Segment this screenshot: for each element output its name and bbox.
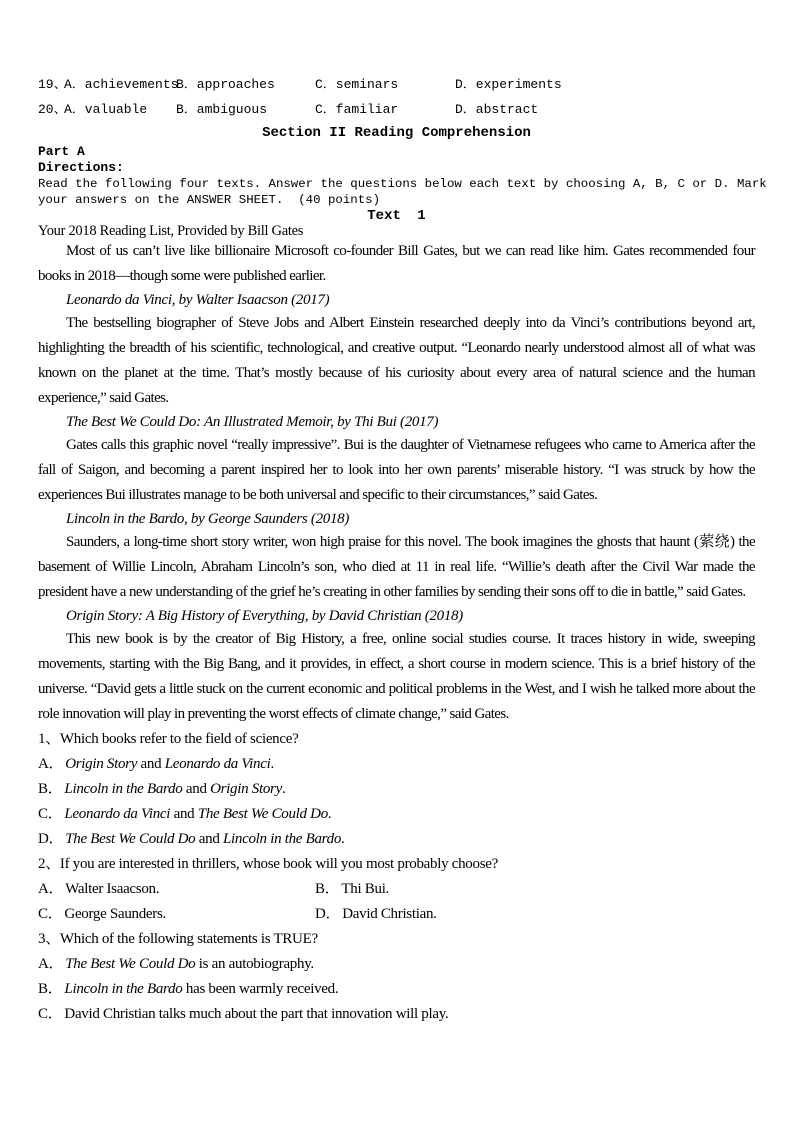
text-1-heading: Text 1 [367, 208, 426, 224]
question-number: 19、 [38, 77, 67, 92]
question-3-stem [38, 927, 755, 952]
option-label: C． [38, 1006, 63, 1022]
question-text: If you are interested in thrillers, whose book will you most probably choose? [59, 856, 498, 872]
option-label: B． [38, 981, 63, 997]
option-c: C．seminars [315, 77, 399, 92]
question-number: 3、 [38, 931, 60, 947]
directions-text-line-2: your answers on the ANSWER SHEET. (40 points) [38, 193, 381, 207]
option-label: A． [38, 756, 64, 772]
option-a: A．valuable [64, 102, 148, 117]
option-label: D． [315, 906, 341, 922]
book-title-leonardo: Leonardo da Vinci, by Walter Isaacson (2017) [66, 292, 330, 308]
article-paragraph-2: The bestselling biographer of Steve Jobs and Albert Einstein researched deeply into da Vinci’s contributions beyond art, highlighting the breadth of his scientific, technological, and creative output. “Leonardo nearly understood almost all of what was known on the planet at the time. That’s mostly because of his curiosity about every area of natural science and the human experience,” said Gates. [38, 315, 755, 406]
article-title: Your 2018 Reading List, Provided by Bill Gates [38, 223, 304, 239]
directions-text-line-1: Read the following four texts. Answer the questions below each text by choosing A, B, C or D. Mark [38, 177, 767, 191]
option-label: C． [38, 906, 63, 922]
cloze-row-20 [38, 97, 755, 122]
option-label: B． [38, 781, 63, 797]
question-2-option-a: A． Walter Isaacson. [38, 881, 160, 897]
option-label: A． [38, 956, 64, 972]
question-2-option-b: B． Thi Bui. [315, 881, 390, 897]
question-text: Which books refer to the field of science? [59, 731, 299, 747]
section-heading: Section II Reading Comprehension [262, 125, 531, 141]
question-1-option-a: A． Origin Story and Leonardo da Vinci. [38, 756, 274, 772]
question-2-options-row-1 [38, 877, 755, 902]
directions-label: Directions: [38, 160, 124, 175]
question-3-option-c: C． David Christian talks much about the part that innovation will play. [38, 1006, 449, 1022]
option-label: C． [38, 806, 63, 822]
option-d: D．experiments [455, 77, 562, 92]
question-1-option-d: D． The Best We Could Do and Lincoln in the Bardo. [38, 831, 345, 847]
article-paragraph-3: Gates calls this graphic novel “really impressive”. Bui is the daughter of Vietnamese refugees who came to America after the fall of Saigon, and becoming a parent inspired her to look into her own parents’ miserable history. “I was struck by how the experiences Bui illustrates manage to be both universal and specific to their circumstances,” said Gates. [38, 437, 755, 503]
questions-section [38, 727, 755, 1027]
question-number: 1、 [38, 731, 60, 747]
option-d: D．abstract [455, 102, 539, 117]
question-2-stem [38, 852, 755, 877]
question-3-option-a: A． The Best We Could Do is an autobiography. [38, 956, 314, 972]
question-2-options-row-2 [38, 902, 755, 927]
question-number: 20、 [38, 102, 67, 117]
question-2-option-d: D． David Christian. [315, 906, 437, 922]
book-title-best-we-could-do: The Best We Could Do: An Illustrated Memoir, by Thi Bui (2017) [66, 414, 439, 430]
part-label: Part A [38, 144, 85, 159]
cloze-options-section [38, 72, 755, 122]
question-1-stem [38, 727, 755, 752]
article-paragraph-1: Most of us can’t live like billionaire Microsoft co-founder Bill Gates, but we can read like him. Gates recommended four books in 2018—though some were published earlier. [38, 243, 755, 284]
book-title-origin-story: Origin Story: A Big History of Everything, by David Christian (2018) [66, 608, 463, 624]
question-1-option-c: C． Leonardo da Vinci and The Best We Could Do. [38, 806, 332, 822]
article-paragraph-4: Saunders, a long-time short story writer, won high praise for this novel. The book imagines the ghosts that haunt (萦绕) the basement of Willie Lincoln, Abraham Lincoln’s son, who died at 11 in real life. “Willie’s death after the Civil War made the president have a new understanding of the grief he’s creating in other families by sending their sons off to die in battle,” said Gates. [38, 534, 755, 600]
option-c: C．familiar [315, 102, 399, 117]
option-label: A． [38, 881, 64, 897]
question-1-option-b: B． Lincoln in the Bardo and Origin Story. [38, 781, 286, 797]
question-2-option-c: C． George Saunders. [38, 906, 166, 922]
option-b: B．ambiguous [176, 102, 268, 117]
book-title-lincoln-bardo: Lincoln in the Bardo, by George Saunders (2018) [66, 511, 350, 527]
article-paragraph-5: This new book is by the creator of Big History, a free, online social studies course. It traces history in wide, sweeping movements, starting with the Big Bang, and it provides, in effect, a short course in modern science. This is a brief history of the universe. “David gets a little stuck on the current economic and political problems in the West, and I wish he talked more about the role innovation will play in preventing the worst effects of climate change,” said Gates. [38, 631, 755, 722]
question-3-option-b: B． Lincoln in the Bardo has been warmly received. [38, 981, 339, 997]
question-text: Which of the following statements is TRUE? [59, 931, 318, 947]
option-label: D． [38, 831, 64, 847]
cloze-row-19 [38, 72, 755, 97]
question-number: 2、 [38, 856, 60, 872]
option-b: B．approaches [176, 77, 275, 92]
option-a: A．achievements [64, 77, 179, 92]
option-label: B． [315, 881, 340, 897]
